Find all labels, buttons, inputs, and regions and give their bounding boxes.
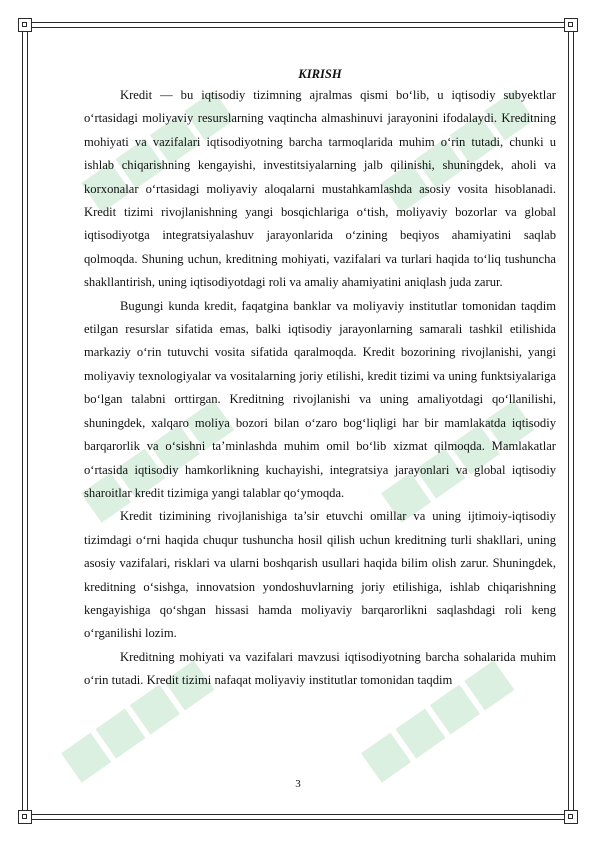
paragraph: Kredit tizimining rivojlanishiga ta’sir etuvchi omillar va uning ijtimoiy-iqtisodiy tizimdagi o‘rni haqida chuqur tushuncha hosil qilish uchun kreditning turli shakllari, uning asosiy vazifalari, risklari va ularni boshqarish usullari haqida bilim olish zarur. Shuningdek, kreditning o‘sishga, innovatsion yondoshuvlarning joriy etilishiga, ishlab chiqarishning kengayishiga qo‘shgan hissasi hamda moliyaviy barqarorlikni saqlashdagi roli keng o‘rganilishi lozim. [84,509,556,641]
frame-corner-ornament [564,18,578,32]
frame-corner-ornament [564,810,578,824]
frame-corner-ornament [18,810,32,824]
document-body [84,64,556,693]
paragraph: Kreditning mohiyati va vazifalari mavzusi iqtisodiyotning barcha sohalarida muhim o‘rin tutadi. Kredit tizimi nafaqat moliyaviy institutlar tomonidan taqdim [84,649,556,688]
paragraph: Bugungi kunda kredit, faqatgina banklar va moliyaviy institutlar tomonidan taqdim etilgan resurslar sifatida emas, balki iqtisodiy jarayonlarning samarali tashkil etilishida markaziy o‘rin tutuvchi vosita sifatida qaralmoqda. Kredit bozorining rivojlanishi, yangi moliyaviy texnologiyalar va vositalarning joriy etilishi, kredit tizimi va uning funktsiyalariga bo‘lgan talabni orttirgan. Kreditning rivojlanishi va uning amaliyotdagi qo‘llanilishi, shuningdek, xalqaro moliya bozori bilan o‘zaro bog‘liqligi har bir mamlakatda iqtisodiy barqarorlik va o‘sishni ta’minlashda muhim omil bo‘lib xizmat qilmoqda. Mamlakatlar o‘rtasida iqtisodiy hamkorlikning kuchayishi, integratsiya jarayonlari va global iqtisodiy sharoitlar kredit tizimiga yangi talablar qo‘ymoqda. [84,298,556,500]
page-number: 3 [295,778,301,790]
paragraph: Kredit — bu iqtisodiy tizimning ajralmas qismi bo‘lib, u iqtisodiy subyektlar o‘rtasidagi moliyaviy resurslarning vaqtincha almashinuvi jarayonini ifodalaydi. Kreditning mohiyati va vazifalari iqtisodiyotning barcha tarmoqlarida muhim o‘rin tutadi, chunki u ishlab chiqarishning kengayishi, investitsiyalarning jalb qilinishi, shuningdek, aholi va korxonalar o‘rtasidagi moliyaviy aloqalarni mustahkamlashda asosiy vosita hisoblanadi. Kredit tizimi rivojlanishning yangi bosqichlariga o‘tish, moliyaviy bozorlar va global iqtisodiyotga integratsiyalashuv jarayonlarida o‘zining beqiyos ahamiyatini saqlab qolmoqda. Shuning uchun, kreditning mohiyati, vazifalari va turlari haqida to‘liq tushuncha shakllantirish, uning iqtisodiyotdagi roli va amaliy ahamiyatini aniqlash juda zarur. [84,88,556,290]
document-title: KIRISH [298,67,342,81]
frame-corner-ornament [18,18,32,32]
